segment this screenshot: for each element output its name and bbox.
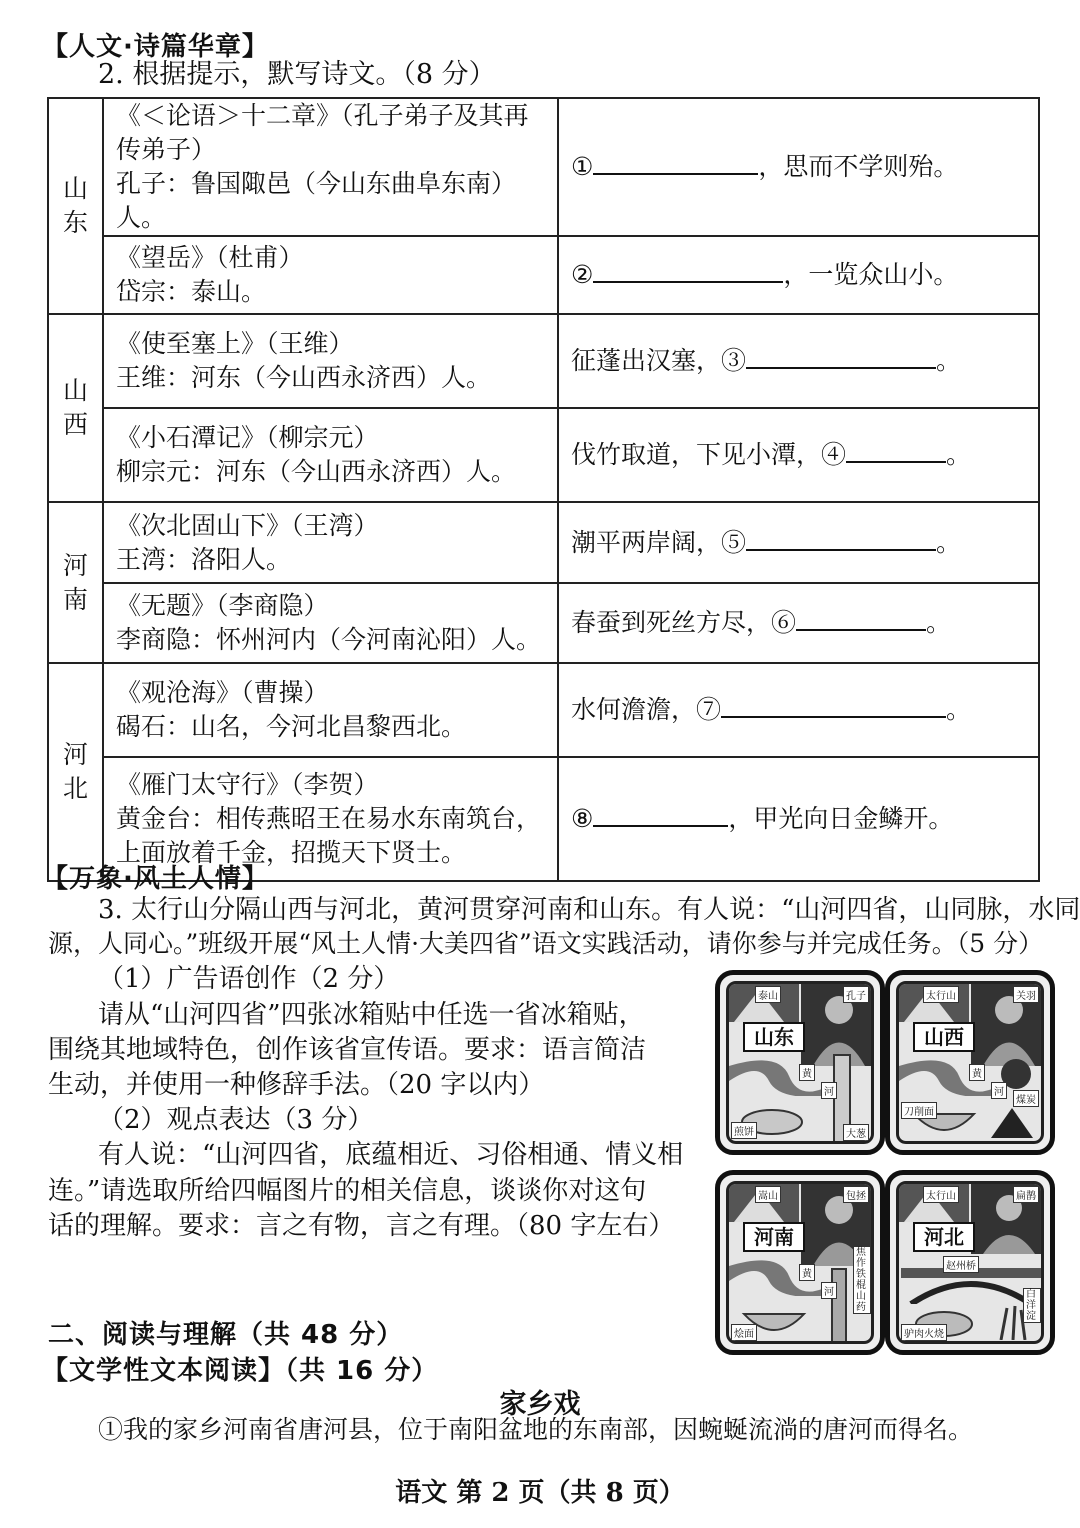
sub-question-1-line1: 请从“山河四省”四张冰箱贴中任选一省冰箱贴， [98,1000,645,1030]
fill-blank-cell [558,757,1039,881]
poem-title: 《望岳》（杜甫） [116,243,304,272]
blank-suffix: 。 [926,608,952,637]
table-row [48,408,1039,502]
poem-title: 《无题》（李商隐） [116,591,329,620]
sticker-tag: 焦作铁棍山药 [853,1246,871,1314]
sticker-label: 河南 [743,1222,805,1252]
table-row [48,314,1039,408]
sticker-tag: 煤炭 [1013,1090,1039,1107]
yam-icon [831,1268,847,1344]
poem-note: 岱宗：泰山。 [116,277,267,306]
sub-question-1-title: （1）广告语创作（2 分） [98,964,400,994]
fill-blank-cell [558,314,1039,408]
sub-question-1-line2: 围绕其地域特色，创作该省宣传语。要求：语言简洁 [48,1035,647,1065]
table-row [48,663,1039,757]
province-cell: 山西 [48,314,103,502]
answer-blank-7[interactable] [721,694,946,718]
table-row [48,502,1039,583]
sticker-tag: 嵩山 [755,1186,781,1203]
fridge-magnet-shanxi [885,970,1055,1155]
sticker-tag: 驴肉火烧 [901,1324,947,1341]
sticker-tag: 孔子 [843,986,869,1003]
answer-blank-3[interactable] [746,345,936,369]
answer-blank-4[interactable] [846,439,946,463]
question-3-stem-line1: 3. 太行山分隔山西与河北，黄河贯穿河南和山东。有人说：“山河四省，山同脉，水同 [98,895,1080,925]
poem-note: 孔子：鲁国陬邑（今山东曲阜东南）人。 [116,169,517,232]
sticker-tag: 关羽 [1013,986,1039,1003]
sub-question-2-line3: 话的理解。要求：言之有物，言之有理。（80 字左右） [48,1211,675,1241]
sticker-tag: 大葱 [843,1124,869,1141]
sticker-tag: 黄 [969,1064,985,1081]
poem-source-cell [103,98,558,236]
fill-blank-cell [558,236,1039,314]
poem-source-cell [103,408,558,502]
section-heading-poetry: 【人文·诗篇华章】 [42,32,269,62]
blank-prefix: ⑧ [571,804,594,833]
literary-reading-heading: 【文学性文本阅读】（共 16 分） [42,1356,439,1386]
poem-title: 《小石潭记》（柳宗元） [116,423,379,452]
article-title: 家乡戏 [499,1389,581,1420]
answer-blank-8[interactable] [593,803,728,827]
poem-note: 王维：河东（今山西永济西）人。 [116,363,492,392]
poem-note: 黄金台：相传燕昭王在易水东南筑台，上面放着千金，招揽天下贤士。 [116,804,542,867]
coal-icon [989,1102,1035,1138]
poem-title: 《使至塞上》（王维） [116,329,354,358]
blank-suffix: ，思而不学则殆。 [758,152,959,181]
question-2-stem: 2. 根据提示，默写诗文。（8 分） [98,59,496,90]
sticker-tag: 煎饼 [731,1122,757,1139]
table-row [48,583,1039,663]
blank-prefix: ② [571,260,594,289]
sticker-tag: 太行山 [923,986,959,1003]
poetry-table [47,97,1040,882]
question-3-stem-line2: 源，人同心。”班级开展“风土人情·大美四省”语文实践活动，请你参与并完成任务。（5 分） [48,929,1044,958]
fridge-magnet-hebei [885,1170,1055,1355]
article-paragraph-1: ①我的家乡河南省唐河县，位于南阳盆地的东南部，因蜿蜒流淌的唐河而得名。 [98,1415,974,1444]
sticker-tag: 白洋淀 [1023,1288,1041,1323]
sticker-tag: 泰山 [755,986,781,1003]
blank-prefix: 征蓬出汉塞，③ [571,346,747,375]
poem-title: 《雁门太守行》（李贺） [116,770,379,799]
sub-question-2-title: （2）观点表达（3 分） [98,1105,374,1135]
sticker-tag: 太行山 [923,1186,959,1203]
blank-suffix: 。 [936,346,962,375]
blank-suffix: ，一览众山小。 [783,260,959,289]
blank-prefix: 春蚕到死丝方尽，⑥ [571,608,797,637]
sub-question-2-line2: 连。”请选取所给四幅图片的相关信息，谈谈你对这句 [48,1176,647,1206]
sticker-tag: 赵州桥 [943,1256,979,1273]
sticker-tag: 黄 [799,1264,815,1281]
fill-blank-cell [558,502,1039,583]
answer-blank-1[interactable] [593,151,758,175]
page-footer: 语文 第 2 页（共 8 页） [395,1478,685,1508]
poem-source-cell [103,236,558,314]
answer-blank-2[interactable] [593,259,783,283]
poem-title: 《观沧海》（曹操） [116,678,329,707]
fill-blank-cell [558,583,1039,663]
fridge-magnet-shandong [715,970,885,1155]
sticker-tag: 扁鹊 [1013,1186,1039,1203]
poem-source-cell [103,314,558,408]
blank-prefix: 伐竹取道，下见小潭，④ [571,440,847,469]
province-cell: 河南 [48,502,103,663]
poem-note: 碣石：山名，今河北昌黎西北。 [116,712,467,741]
sticker-tag: 黄 [799,1064,815,1081]
poem-title: 《＜论语＞十二章》（孔子弟子及其再传弟子） [116,101,529,164]
poem-note: 柳宗元：河东（今山西永济西）人。 [116,457,517,486]
poem-source-cell [103,502,558,583]
blank-prefix: 潮平两岸阔，⑤ [571,527,747,557]
sub-question-1-line3: 生动，并使用一种修辞手法。（20 字以内） [48,1070,545,1100]
fill-blank-cell [558,98,1039,236]
sticker-label: 河北 [913,1222,975,1252]
blank-suffix: 。 [946,695,972,724]
sub-question-2-line1: 有人说：“山河四省，底蕴相近、习俗相通、情义相 [98,1140,684,1170]
answer-blank-6[interactable] [796,607,926,631]
blank-prefix: ① [571,152,594,181]
table-row [48,236,1039,314]
blank-suffix: 。 [936,527,962,557]
poem-title: 《次北固山下》（王湾） [116,510,379,540]
poem-note: 王湾：洛阳人。 [116,544,292,574]
fill-blank-cell [558,663,1039,757]
blank-suffix: ，甲光向日金鳞开。 [728,804,954,833]
poem-note: 李商隐：怀州河内（今河南沁阳）人。 [116,625,542,654]
poem-source-cell [103,583,558,663]
section-heading-customs: 【万象·风土人情】 [42,864,269,894]
part-2-heading: 二、阅读与理解（共 48 分） [48,1320,404,1350]
answer-blank-5[interactable] [746,527,936,551]
sticker-tag: 河 [821,1082,837,1099]
blank-suffix: 。 [946,440,972,469]
sticker-label: 山西 [913,1022,975,1052]
sticker-label: 山东 [743,1022,805,1052]
sticker-tag: 烩面 [731,1324,757,1341]
sticker-tag: 刀削面 [901,1102,937,1119]
sticker-tag: 包拯 [843,1186,869,1203]
poem-source-cell [103,663,558,757]
table-row [48,98,1039,236]
sticker-tag: 河 [821,1282,837,1299]
province-cell: 山东 [48,98,103,314]
fridge-magnet-henan [715,1170,885,1355]
province-cell: 河北 [48,663,103,881]
sticker-tag: 河 [991,1082,1007,1099]
fill-blank-cell [558,408,1039,502]
blank-prefix: 水何澹澹，⑦ [571,695,722,724]
